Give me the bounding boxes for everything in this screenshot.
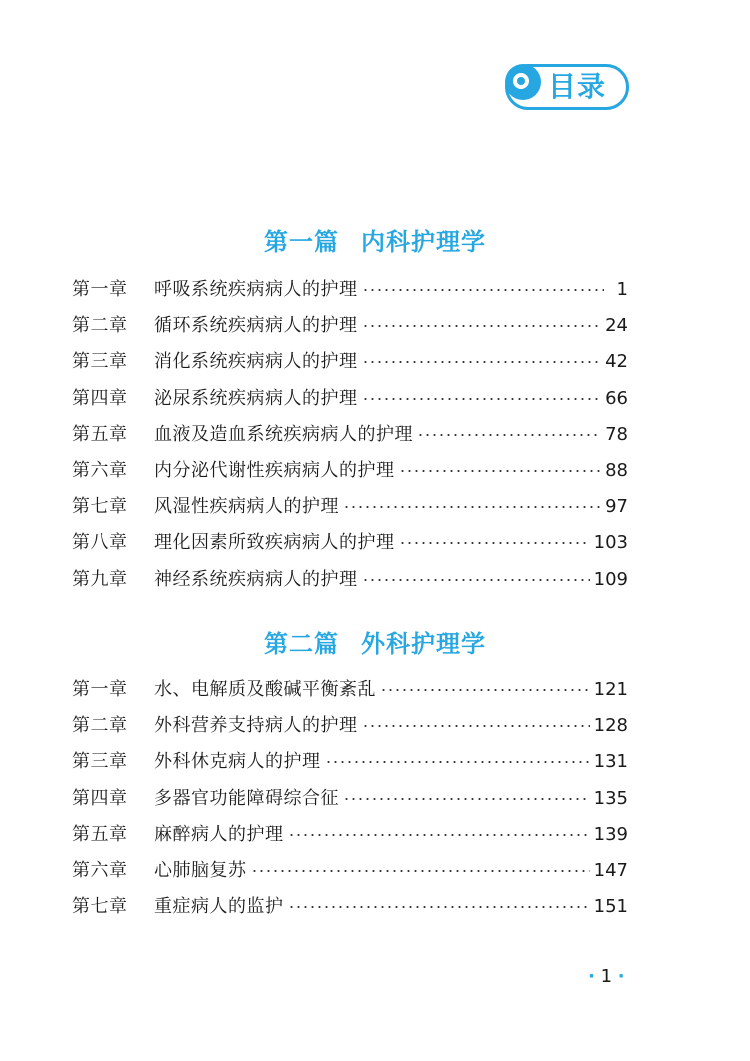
page-ref: 66: [605, 387, 628, 409]
chapter-title: 心肺脑复苏: [154, 859, 247, 881]
dot-leader: [343, 798, 590, 800]
dot-leader: [362, 361, 602, 363]
chapter-title: 呼吸系统疾病病人的护理: [154, 279, 358, 300]
part-1-chapter-list: [72, 278, 628, 604]
chapter-title: 内分泌代谢性疾病病人的护理: [154, 459, 395, 481]
chapter-label: 第二章: [72, 715, 128, 737]
page-ref: 88: [605, 459, 628, 481]
toc-entry[interactable]: [72, 495, 628, 531]
chapter-title: 重症病人的监护: [154, 896, 284, 918]
chapter-title: 循环系统疾病病人的护理: [154, 315, 358, 337]
dot-leader: [399, 542, 590, 544]
chapter-label: 第一章: [72, 679, 128, 700]
part-heading-2: 第二篇 外科护理学: [264, 629, 486, 658]
dot-leader: [288, 906, 590, 908]
chapter-label: 第四章: [72, 387, 128, 409]
dot-leader: [399, 470, 602, 472]
dot-leader: [362, 579, 590, 581]
chapter-label: 第六章: [72, 859, 128, 881]
chapter-label: 第三章: [72, 751, 128, 773]
dot-leader: [343, 506, 601, 508]
page-ref: 147: [593, 859, 628, 881]
dot-leader: [362, 289, 605, 291]
toc-title: 目录: [548, 70, 607, 103]
disc-icon: [505, 64, 541, 100]
toc-badge: [505, 64, 629, 110]
chapter-label: 第九章: [72, 568, 128, 590]
toc-entry[interactable]: [72, 459, 628, 495]
toc-entry[interactable]: [72, 895, 628, 931]
toc-entry[interactable]: [72, 423, 628, 459]
chapter-title: 泌尿系统疾病病人的护理: [154, 387, 358, 409]
dot-leader: [417, 434, 601, 436]
chapter-title: 外科营养支持病人的护理: [154, 715, 358, 737]
page-ref: 109: [593, 568, 628, 590]
chapter-label: 第二章: [72, 315, 128, 337]
chapter-label: 第七章: [72, 496, 128, 518]
dot-leader: [288, 834, 590, 836]
chapter-title: 水、电解质及酸碱平衡紊乱: [154, 679, 376, 700]
chapter-title: 外科休克病人的护理: [154, 751, 321, 773]
toc-entry[interactable]: [72, 314, 628, 350]
part-heading-1: 第一篇 内科护理学: [264, 227, 486, 256]
page-ref: 24: [605, 315, 628, 337]
page-ref: 135: [593, 787, 628, 809]
toc-entry[interactable]: [72, 387, 628, 423]
dot-leader: [362, 325, 602, 327]
toc-entry[interactable]: [72, 787, 628, 823]
dot-leader: [251, 870, 590, 872]
page-ref: 1: [616, 279, 628, 300]
toc-entry[interactable]: [72, 531, 628, 567]
chapter-title: 多器官功能障碍综合征: [154, 787, 339, 809]
chapter-title: 理化因素所致疾病病人的护理: [154, 532, 395, 554]
chapter-label: 第五章: [72, 423, 128, 445]
page-ref: 97: [605, 496, 628, 518]
page-ref: 103: [593, 532, 628, 554]
chapter-title: 麻醉病人的护理: [154, 823, 284, 845]
chapter-label: 第七章: [72, 896, 128, 918]
dot-leader: [325, 761, 590, 763]
chapter-title: 消化系统疾病病人的护理: [154, 351, 358, 373]
page-ref: 151: [593, 896, 628, 918]
dot-leader: [362, 398, 602, 400]
toc-entry[interactable]: [72, 568, 628, 604]
page-ref: 121: [593, 679, 628, 700]
chapter-label: 第四章: [72, 787, 128, 809]
dot-leader: [362, 725, 590, 727]
page-ref: 42: [605, 351, 628, 373]
chapter-label: 第六章: [72, 459, 128, 481]
chapter-title: 风湿性疾病病人的护理: [154, 496, 339, 518]
chapter-title: 神经系统疾病病人的护理: [154, 568, 358, 590]
page-number: · 1 ·: [588, 966, 625, 987]
toc-entry[interactable]: [72, 278, 628, 314]
part-2-chapter-list: [72, 678, 628, 931]
page-ref: 128: [593, 715, 628, 737]
toc-entry[interactable]: [72, 714, 628, 750]
toc-entry[interactable]: [72, 750, 628, 786]
toc-entry[interactable]: [72, 350, 628, 386]
toc-entry[interactable]: [72, 859, 628, 895]
chapter-label: 第五章: [72, 823, 128, 845]
page-ref: 139: [593, 823, 628, 845]
toc-entry[interactable]: [72, 678, 628, 714]
toc-entry[interactable]: [72, 823, 628, 859]
page-ref: 131: [593, 751, 628, 773]
dot-leader: [380, 689, 590, 691]
chapter-label: 第三章: [72, 351, 128, 373]
chapter-label: 第一章: [72, 279, 128, 300]
page-ref: 78: [605, 423, 628, 445]
chapter-label: 第八章: [72, 532, 128, 554]
chapter-title: 血液及造血系统疾病病人的护理: [154, 423, 413, 445]
